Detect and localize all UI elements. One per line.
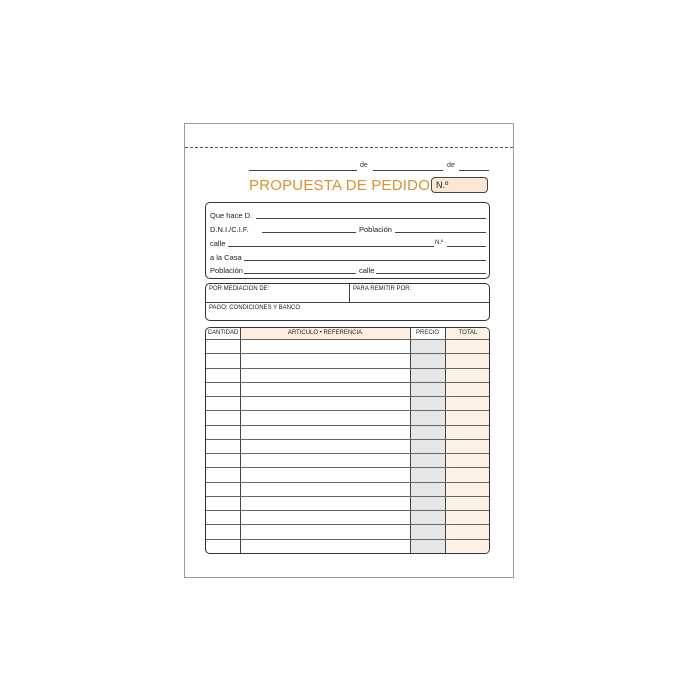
calle-line-2[interactable] xyxy=(376,273,486,274)
calle-line-1[interactable] xyxy=(228,246,434,247)
total-column-bg xyxy=(445,328,490,553)
header-total: TOTAL xyxy=(458,330,478,336)
calle-label-1: calle xyxy=(210,239,226,248)
table-row[interactable] xyxy=(206,353,489,354)
a-la-casa-line[interactable] xyxy=(244,260,486,261)
numero-line[interactable] xyxy=(447,246,486,247)
date-de-label-1: de xyxy=(360,162,368,169)
poblacion-label-2: Población xyxy=(210,266,243,275)
dni-line[interactable] xyxy=(262,232,356,233)
table-row[interactable] xyxy=(206,453,489,454)
table-row[interactable] xyxy=(206,396,489,397)
col-divider-1 xyxy=(240,328,241,553)
table-row[interactable] xyxy=(206,539,489,540)
client-info-box xyxy=(205,202,490,279)
precio-column-bg xyxy=(410,339,445,553)
poblacion-label-1: Población xyxy=(359,225,392,234)
delivery-box xyxy=(205,283,490,321)
col-divider-3 xyxy=(445,328,446,553)
order-number-box[interactable] xyxy=(431,177,488,193)
para-remitir-label: PARA REMITIR POR: xyxy=(353,286,412,292)
que-hace-line[interactable] xyxy=(256,218,486,219)
pago-label: PAGO: CONDICIONES Y BANCO xyxy=(209,305,301,311)
table-row[interactable] xyxy=(206,524,489,525)
table-row[interactable] xyxy=(206,496,489,497)
date-de-label-2: de xyxy=(447,162,455,169)
dni-label: D.N.I./C.I.F. xyxy=(210,225,249,234)
poblacion-line-2[interactable] xyxy=(244,273,356,274)
col-divider-2 xyxy=(410,328,411,553)
table-row[interactable] xyxy=(206,439,489,440)
form-title: PROPUESTA DE PEDIDO xyxy=(249,177,431,194)
order-number-label: N.º xyxy=(436,180,449,190)
header-precio: PRECIO xyxy=(415,330,439,336)
delivery-divider-h xyxy=(206,302,489,303)
calle-label-2: calle xyxy=(359,266,375,275)
header-articulo: ARTICULO • REFERENCIA xyxy=(287,330,363,336)
date-month-line xyxy=(373,170,443,171)
table-row[interactable] xyxy=(206,339,489,340)
que-hace-label: Que hace D. xyxy=(210,211,253,220)
date-year-line xyxy=(459,170,489,171)
table-row[interactable] xyxy=(206,410,489,411)
date-day-line xyxy=(249,170,357,171)
table-row[interactable] xyxy=(206,382,489,383)
order-form-sheet xyxy=(184,123,514,578)
table-row[interactable] xyxy=(206,425,489,426)
numero-label: N.º xyxy=(435,240,444,246)
por-mediacion-label: POR MEDIACION DE: xyxy=(209,286,270,292)
items-table xyxy=(205,327,490,554)
table-row[interactable] xyxy=(206,482,489,483)
table-row[interactable] xyxy=(206,368,489,369)
poblacion-line-1[interactable] xyxy=(395,232,486,233)
header-cantidad: CANTIDAD xyxy=(207,330,239,336)
delivery-divider-v xyxy=(349,284,350,302)
perforation-line xyxy=(185,147,513,148)
table-row[interactable] xyxy=(206,467,489,468)
a-la-casa-label: a la Casa xyxy=(210,253,242,262)
table-row[interactable] xyxy=(206,510,489,511)
